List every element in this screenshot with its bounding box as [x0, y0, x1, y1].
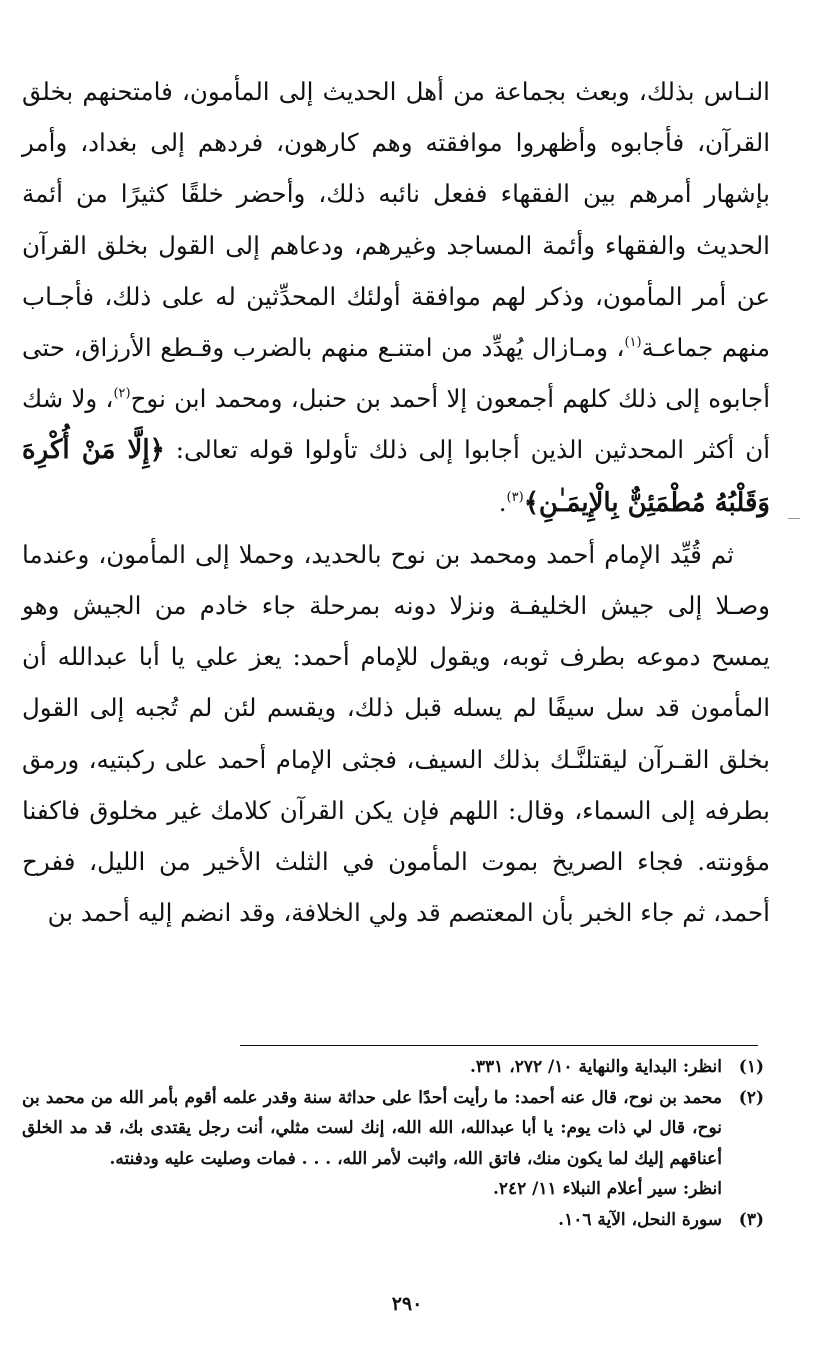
footnote-ref-2[interactable]: (٢)	[113, 386, 131, 402]
paragraph-1	[22, 66, 770, 529]
footnote-1-number: (١)	[738, 1057, 764, 1077]
footnote-1	[22, 1052, 764, 1083]
footnote-3-number: (٣)	[738, 1209, 764, 1230]
footnote-ref-1[interactable]: (١)	[624, 335, 642, 351]
footnote-2-text	[22, 1083, 722, 1205]
paragraph-1-text-c: ، ولا شك أن أكثر المحدثين الذين أجابوا إلى ذلك تأولوا قوله تعالى:	[22, 384, 770, 465]
page-number: ٢٩٠	[391, 1293, 423, 1315]
margin-mark	[788, 518, 800, 519]
quran-verse: ﴿إِلَّا مَنْ أُكْرِهَ وَقَلْبُهُ مُطْمَئِنٌّ بِالْإِيمَـٰنِ﴾	[22, 435, 770, 518]
footnote-2-line-1: محمد بن نوح، قال عنه أحمد: ما رأيت أحدًا على حداثة سنة وقدر علمه أقوم بأمر الله من محمد بن نوح، قال لي ذات يوم: يا أبا عبدالله، الله الله، إنك لست مثلي، أنت رجل يقتدى بك، قد مد الخلق أعناقهم إليك لما يكون منك، فاتق الله، واثبت لأمر الله، . . . فمات وصليت عليه ودفنته.	[22, 1087, 722, 1169]
footnote-3-text: سورة النحل، الآية ١٠٦.	[558, 1209, 722, 1230]
paragraph-1-text-b: ، ومـازال يُهدِّد من امتنـع منهم بالضرب وقـطع الأرزاق، حتى أجابوه إلى ذلك كلهم أجمعون إلا أحمد بن حنبل، ومحمد ابن نوح	[22, 333, 771, 414]
footnote-2	[22, 1083, 764, 1205]
paragraph-1-text-a: النـاس بذلك، وبعث بجماعة من أهل الحديث إلى المأمون، فامتحنهم بخلق القرآن، فأجابوه وأظهروا موافقته وهم كارهون، فردهم إلى بغداد، وأمر بإشهار أمرهم بين الفقهاء ففعل نائبه ذلك، وأحضر خلقًا كثيرًا من أئمة الحديث والفقهاء وأئمة المساجد وغيرهم، ودعاهم إلى القول بخلق القرآن عن أمر المأمون، وذكر لهم موافقة أولئك المحدِّثين له على ذلك، فأجـاب منهم جماعـة	[22, 77, 770, 363]
footnote-2-line-2: انظر: سير أعلام النبلاء ١١/ ٢٤٢.	[492, 1179, 722, 1199]
footnote-3	[22, 1205, 764, 1236]
footnote-separator	[240, 1045, 758, 1046]
paragraph-2: ثم قُيِّد الإمام أحمد ومحمد بن نوح بالحديد، وحملا إلى المأمون، وعندما وصـلا إلى جيش الخليفـة ونزلا دونه بمرحلة جاء خادم من الجيش وهو يمسح دموعه بطرف ثوبه، ويقول للإمام أحمد: يعز علي يا أبا عبدالله أن المأمون قد سل سيفًا لم يسله قبل ذلك، ويقسم لئن لم تُجبه إلى القول بخلق القـرآن ليقتلنَّـك بذلك السيف، فجثى الإمام أحمد على ركبتيه، ورمق بطرفه إلى السماء، وقال: اللهم فإن يكن القرآن كلامك غير مخلوق فاكفنا مؤونته. فجاء الصريخ بموت المأمون في الثلث الأخير من الليل، ففرح أحمد، ثم جاء الخبر بأن المعتصم قد ولي الخلافة، وقد انضم إليه أحمد بن	[22, 539, 770, 928]
paragraph-1-end: .	[498, 487, 507, 517]
footnote-ref-3[interactable]: (٣)	[506, 489, 524, 505]
main-text	[22, 66, 770, 938]
footnote-2-number: (٢)	[738, 1087, 764, 1108]
footnote-1-text: انظر: البداية والنهاية ١٠/ ٢٧٢، ٣٣١.	[470, 1057, 722, 1077]
footnotes	[22, 1052, 764, 1235]
